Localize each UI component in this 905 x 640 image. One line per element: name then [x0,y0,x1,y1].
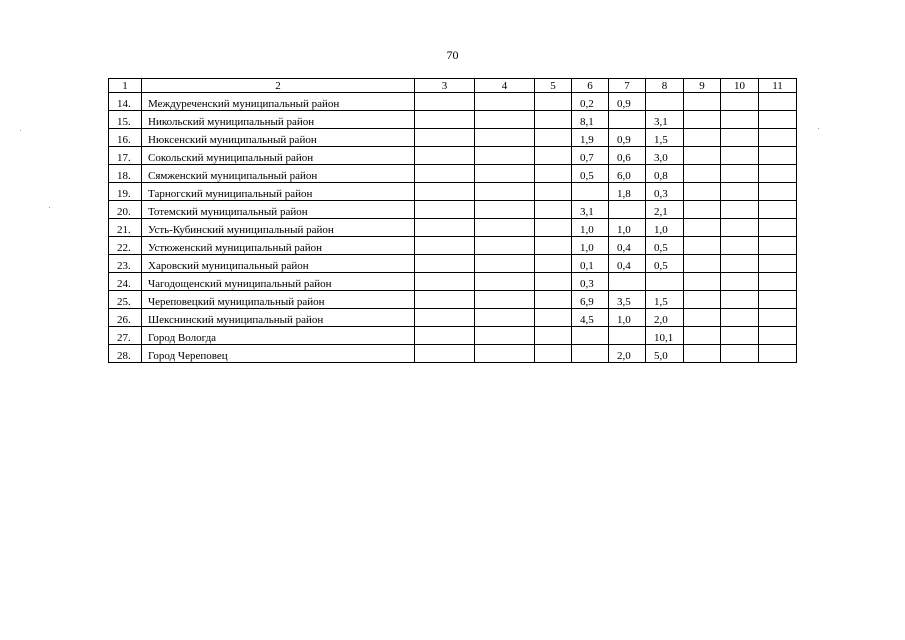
value-cell-7: 1,0 [609,219,646,237]
value-cell-5 [535,255,572,273]
value-cell-6 [572,183,609,201]
value-cell-10 [721,201,759,219]
value-cell-8: 0,5 [646,255,684,273]
table-row [109,255,797,273]
value-cell-8: 2,1 [646,201,684,219]
value-cell-4 [475,309,535,327]
value-cell-5 [535,201,572,219]
district-name-cell: Нюксенский муниципальный район [142,129,415,147]
value-cell-8: 1,0 [646,219,684,237]
value-cell-11 [759,327,797,345]
value-cell-3 [415,183,475,201]
scan-speck [20,130,21,131]
value-cell-3 [415,345,475,363]
value-cell-9 [684,327,721,345]
row-number-cell: 15. [109,111,142,129]
value-cell-8: 3,0 [646,147,684,165]
page-number: 70 [446,48,459,62]
value-cell-6: 6,9 [572,291,609,309]
value-cell-3 [415,129,475,147]
value-cell-5 [535,273,572,291]
header-cell: 3 [415,79,475,93]
value-cell-7: 1,0 [609,309,646,327]
value-cell-4 [475,165,535,183]
row-number-cell: 14. [109,93,142,111]
value-cell-8: 1,5 [646,129,684,147]
table-row [109,219,797,237]
value-cell-9 [684,291,721,309]
value-cell-7 [609,273,646,291]
value-cell-4 [475,345,535,363]
value-cell-9 [684,165,721,183]
value-cell-11 [759,255,797,273]
table-row [109,165,797,183]
table-row [109,345,797,363]
value-cell-9 [684,255,721,273]
value-cell-10 [721,291,759,309]
row-number-cell: 22. [109,237,142,255]
value-cell-9 [684,183,721,201]
value-cell-3 [415,273,475,291]
value-cell-4 [475,237,535,255]
value-cell-4 [475,291,535,309]
value-cell-4 [475,273,535,291]
value-cell-6 [572,345,609,363]
value-cell-3 [415,237,475,255]
value-cell-6: 3,1 [572,201,609,219]
value-cell-11 [759,345,797,363]
value-cell-7: 0,4 [609,237,646,255]
row-number-cell: 26. [109,309,142,327]
row-number-cell: 16. [109,129,142,147]
row-number-cell: 27. [109,327,142,345]
value-cell-7: 0,9 [609,129,646,147]
value-cell-11 [759,111,797,129]
value-cell-7: 0,6 [609,147,646,165]
header-cell: 5 [535,79,572,93]
value-cell-5 [535,129,572,147]
value-cell-3 [415,93,475,111]
header-cell: 2 [142,79,415,93]
value-cell-10 [721,273,759,291]
value-cell-9 [684,237,721,255]
district-name-cell: Сямженский муниципальный район [142,165,415,183]
value-cell-11 [759,309,797,327]
district-name-cell: Город Череповец [142,345,415,363]
value-cell-10 [721,183,759,201]
district-name-cell: Череповецкий муниципальный район [142,291,415,309]
value-cell-3 [415,291,475,309]
table-row [109,291,797,309]
value-cell-10 [721,309,759,327]
district-name-cell: Никольский муниципальный район [142,111,415,129]
value-cell-6: 0,7 [572,147,609,165]
table-row [109,93,797,111]
value-cell-3 [415,309,475,327]
value-cell-9 [684,309,721,327]
district-name-cell: Харовский муниципальный район [142,255,415,273]
value-cell-8 [646,93,684,111]
value-cell-11 [759,273,797,291]
header-cell: 4 [475,79,535,93]
value-cell-6: 8,1 [572,111,609,129]
value-cell-6: 4,5 [572,309,609,327]
value-cell-6: 0,5 [572,165,609,183]
value-cell-3 [415,201,475,219]
header-cell: 1 [109,79,142,93]
value-cell-8 [646,273,684,291]
header-cell: 6 [572,79,609,93]
district-name-cell: Шекснинский муниципальный район [142,309,415,327]
value-cell-10 [721,129,759,147]
value-cell-3 [415,219,475,237]
value-cell-10 [721,345,759,363]
value-cell-11 [759,237,797,255]
table-body [109,79,797,363]
value-cell-9 [684,129,721,147]
value-cell-9 [684,345,721,363]
value-cell-10 [721,93,759,111]
value-cell-11 [759,183,797,201]
value-cell-5 [535,147,572,165]
value-cell-8: 0,5 [646,237,684,255]
value-cell-11 [759,129,797,147]
value-cell-5 [535,165,572,183]
district-name-cell: Усть-Кубинский муниципальный район [142,219,415,237]
value-cell-10 [721,147,759,165]
value-cell-6: 1,9 [572,129,609,147]
data-table [108,78,797,363]
value-cell-5 [535,219,572,237]
value-cell-6: 0,1 [572,255,609,273]
value-cell-3 [415,165,475,183]
value-cell-8: 10,1 [646,327,684,345]
value-cell-10 [721,219,759,237]
scan-speck [818,128,819,129]
header-cell: 7 [609,79,646,93]
value-cell-7 [609,111,646,129]
value-cell-10 [721,255,759,273]
value-cell-6 [572,327,609,345]
value-cell-10 [721,165,759,183]
value-cell-7: 0,4 [609,255,646,273]
table-row [109,111,797,129]
value-cell-4 [475,219,535,237]
value-cell-6: 1,0 [572,237,609,255]
table-row [109,147,797,165]
value-cell-7: 3,5 [609,291,646,309]
row-number-cell: 24. [109,273,142,291]
value-cell-4 [475,255,535,273]
row-number-cell: 19. [109,183,142,201]
value-cell-11 [759,291,797,309]
value-cell-5 [535,93,572,111]
value-cell-10 [721,111,759,129]
district-name-cell: Тотемский муниципальный район [142,201,415,219]
header-cell: 11 [759,79,797,93]
value-cell-11 [759,147,797,165]
value-cell-7: 2,0 [609,345,646,363]
value-cell-4 [475,201,535,219]
value-cell-11 [759,219,797,237]
value-cell-5 [535,345,572,363]
value-cell-10 [721,237,759,255]
value-cell-3 [415,327,475,345]
value-cell-5 [535,183,572,201]
scan-speck [49,207,50,208]
table-row [109,237,797,255]
value-cell-10 [721,327,759,345]
value-cell-9 [684,147,721,165]
district-name-cell: Устюженский муниципальный район [142,237,415,255]
value-cell-6: 0,2 [572,93,609,111]
table-row [109,183,797,201]
value-cell-9 [684,201,721,219]
value-cell-9 [684,93,721,111]
value-cell-7: 0,9 [609,93,646,111]
value-cell-6: 0,3 [572,273,609,291]
value-cell-4 [475,147,535,165]
table-row [109,129,797,147]
row-number-cell: 28. [109,345,142,363]
header-cell: 10 [721,79,759,93]
value-cell-8: 3,1 [646,111,684,129]
row-number-cell: 20. [109,201,142,219]
value-cell-8: 0,3 [646,183,684,201]
value-cell-11 [759,93,797,111]
value-cell-8: 0,8 [646,165,684,183]
district-name-cell: Чагодощенский муниципальный район [142,273,415,291]
table-row [109,327,797,345]
value-cell-4 [475,93,535,111]
value-cell-4 [475,183,535,201]
value-cell-3 [415,111,475,129]
value-cell-8: 1,5 [646,291,684,309]
row-number-cell: 18. [109,165,142,183]
row-number-cell: 17. [109,147,142,165]
value-cell-7 [609,201,646,219]
value-cell-3 [415,255,475,273]
value-cell-3 [415,147,475,165]
table-row [109,309,797,327]
header-cell: 9 [684,79,721,93]
district-name-cell: Тарногский муниципальный район [142,183,415,201]
value-cell-6: 1,0 [572,219,609,237]
value-cell-5 [535,291,572,309]
value-cell-9 [684,219,721,237]
table-row [109,273,797,291]
value-cell-4 [475,129,535,147]
value-cell-11 [759,201,797,219]
value-cell-11 [759,165,797,183]
value-cell-8: 2,0 [646,309,684,327]
value-cell-5 [535,327,572,345]
value-cell-7: 6,0 [609,165,646,183]
value-cell-7: 1,8 [609,183,646,201]
value-cell-5 [535,111,572,129]
table-row [109,201,797,219]
district-name-cell: Междуреченский муниципальный район [142,93,415,111]
value-cell-4 [475,327,535,345]
value-cell-9 [684,273,721,291]
value-cell-8: 5,0 [646,345,684,363]
row-number-cell: 25. [109,291,142,309]
district-name-cell: Сокольский муниципальный район [142,147,415,165]
row-number-cell: 21. [109,219,142,237]
value-cell-5 [535,237,572,255]
header-row [109,79,797,93]
row-number-cell: 23. [109,255,142,273]
value-cell-7 [609,327,646,345]
header-cell: 8 [646,79,684,93]
value-cell-5 [535,309,572,327]
value-cell-4 [475,111,535,129]
value-cell-9 [684,111,721,129]
district-name-cell: Город Вологда [142,327,415,345]
